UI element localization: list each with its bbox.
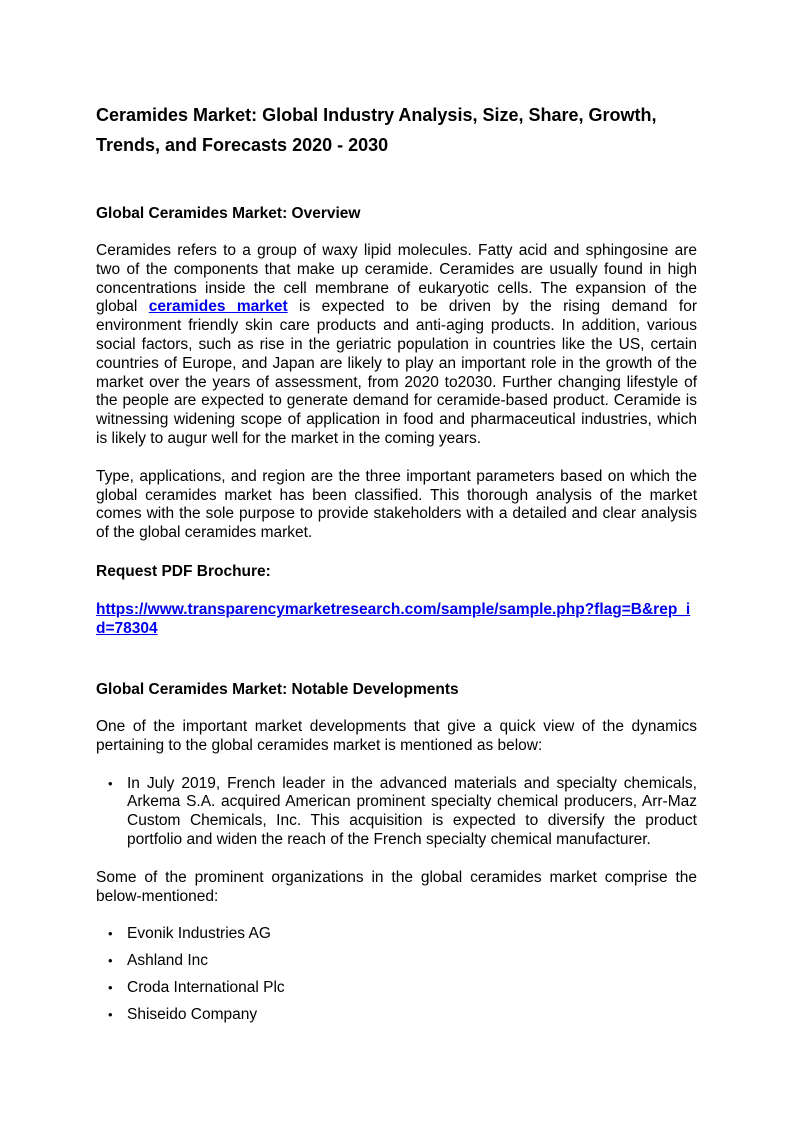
- overview-heading: Global Ceramides Market: Overview: [96, 205, 361, 222]
- overview-paragraph-2: Type, applications, and region are the three important parameters based on which the global ceramides market has been classified. This thorough analysis of the market comes with the sole purpose to provide stakeholders with a detailed and clear analysis of the global ceramides market.: [96, 467, 697, 542]
- companies-bullet-list: [96, 925, 697, 1024]
- developments-bullet-list: [96, 775, 697, 850]
- developments-intro-paragraph: One of the important market developments that give a quick view of the dynamics pertaining to the global ceramides market is mentioned as below:: [96, 717, 697, 754]
- list-item: • Evonik Industries AG: [96, 925, 697, 944]
- document-title: Ceramides Market: Global Industry Analysis, Size, Share, Growth, Trends, and Forecasts 2020 - 2030: [96, 105, 657, 155]
- organizations-intro-paragraph: Some of the prominent organizations in the global ceramides market comprise the below-mentioned:: [96, 868, 697, 905]
- paragraph-text-before-link: Ceramides refers to a group of waxy lipid molecules. Fatty acid and sphingosine are two of the components that make up ceramide. Ceramides are usually found in high concentrations inside the cell membrane of eukaryotic cells. The expansion of the global: [96, 242, 697, 316]
- overview-paragraph-1: [96, 242, 697, 449]
- list-item: • Ashland Inc: [96, 952, 697, 971]
- list-item: • Croda International Plc: [96, 979, 697, 998]
- list-item: • Shiseido Company: [96, 1006, 697, 1025]
- brochure-link-paragraph: [96, 600, 697, 638]
- request-pdf-brochure-heading: Request PDF Brochure:: [96, 562, 271, 580]
- notable-developments-heading: Global Ceramides Market: Notable Developments: [96, 680, 459, 698]
- brochure-url-link[interactable]: https://www.transparencymarketresearch.com/sample/sample.php?flag=B&rep_id=78304: [96, 600, 691, 637]
- ceramides-market-link[interactable]: ceramides market: [148, 298, 288, 316]
- list-item: • In July 2019, French leader in the advanced materials and specialty chemicals, Arkema S.A. acquired American prominent specialty chemical producers, Arr-Maz Custom Chemicals, Inc. This acquisition is expected to diversify the product portfolio and widen the reach of the French specialty chemical manufacturer.: [96, 775, 697, 850]
- paragraph-text-after-link: is expected to be driven by the rising demand for environment friendly skin care products and anti-aging products. In addition, various social factors, such as rise in the geriatric population in countries like the US, certain countries of Europe, and Japan are likely to play an important role in the growth of the market over the years of assessment, from 2020 to2030. Further changing lifestyle of the people are expected to generate demand for ceramide-based product. Ceramide is witnessing widening scope of application in food and pharmaceutical industries, which is likely to augur well for the market in the coming years.: [96, 298, 697, 447]
